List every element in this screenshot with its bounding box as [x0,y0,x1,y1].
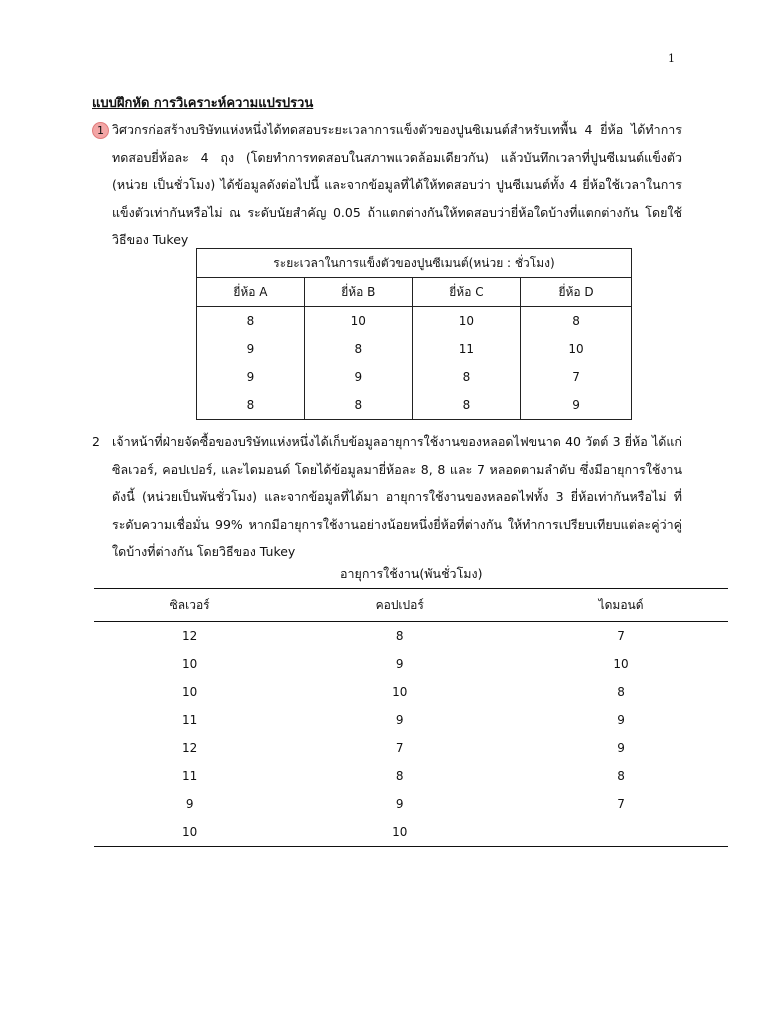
table-cell: 9 [197,363,305,391]
table-cell: 9 [197,335,305,363]
setting-time-table [196,248,632,420]
table-cell: 9 [617,713,625,727]
table-cell: 7 [521,363,632,391]
column-header: คอปเปอร์ [285,589,514,622]
column-header: ไดมอนด์ [514,589,728,622]
column-header: ซิลเวอร์ [94,589,285,622]
table-cell: 9 [304,363,412,391]
document-title: แบบฝึกหัด การวิเคราะห์ความแปรปรวน [92,96,314,111]
table-cell: 10 [182,685,198,699]
table-cell: 11 [412,335,520,363]
exercise-2-text: เจ้าหน้าที่ฝ่ายจัดซื้อของบริษัทแห่งหนึ่งได้เก็บข้อมูลอายุการใช้งานของหลอดไฟขนาด 40 วัตต์ 3 ยี่ห้อ ได้แก่ ซิลเวอร์, คอปเปอร์, และไดมอนด์ โดยได้ข้อมูลมายี่ห้อละ 8, 8 และ 7 หลอดตามลำดับ ซึ่งมีอายุการใช้งานดังนี้ (หน่วยเป็นพันชั่วโมง) และจากข้อมูลที่ได้มา อายุการใช้งานของหลอดไฟทั้ง 3 ยี่ห้อเท่ากันหรือไม่ ที่ระดับความเชื่อมั่น 99% หากมีอายุการใช้งานอย่างน้อยหนึ่งยี่ห้อที่ต่างกัน ให้ทำการเปรียบเทียบแต่ละคู่ว่าคู่ใดบ้างที่ต่างกัน โดยวิธีของ Tukey [112,434,682,559]
table-cell: 8 [412,391,520,420]
table-cell: 10 [285,818,514,847]
table-cell: 10 [392,685,408,699]
table-cell: 10 [412,307,520,336]
table-row [197,307,632,336]
column-header: ยี่ห้อ D [521,278,632,307]
table-row [94,818,728,847]
table-cell: 9 [395,797,404,811]
column-header: ยี่ห้อ B [304,278,412,307]
table-row [94,678,728,706]
table-cell: 9 [395,657,404,671]
table-cell: 10 [304,307,412,336]
table-cell: 11 [182,769,198,783]
table-cell: 7 [395,741,404,755]
table-cell: 9 [617,741,625,755]
table-cell: 8 [197,391,305,420]
exercise-2 [92,428,682,566]
table-cell: 11 [182,713,198,727]
table-cell: 12 [182,741,198,755]
table-cell [514,818,728,847]
table-cell: 8 [304,391,412,420]
table-cell: 8 [197,307,305,336]
table-cell: 8 [617,685,625,699]
page-number: 1 [668,52,675,65]
table-cell: 8 [521,307,632,336]
lifetime-table-caption: อายุการใช้งาน(พันชั่วโมง) [340,566,483,581]
table-row [197,363,632,391]
lifetime-header-row [94,589,728,622]
table-row [94,622,728,651]
table-cell: 9 [521,391,632,420]
lifetime-table [94,588,728,847]
table-cell: 10 [94,818,285,847]
table-row [94,790,728,818]
setting-time-header-row [197,278,632,307]
table-row [94,706,728,734]
highlighted-number-circle: 1 [92,122,109,139]
table-row [94,734,728,762]
table-cell: 8 [395,629,404,643]
setting-time-table-caption: ระยะเวลาในการแข็งตัวของปูนซีเมนต์(หน่วย : ชั่วโมง) [197,249,632,278]
table-cell: 9 [185,797,194,811]
table-cell: 9 [395,713,404,727]
table-row [94,762,728,790]
table-row [197,391,632,420]
exercise-1-number [92,116,110,144]
table-row [94,650,728,678]
exercise-2-number: 2 [92,434,100,449]
table-cell: 12 [182,629,198,643]
table-cell: 7 [617,629,625,643]
table-cell: 10 [613,657,629,671]
exercise-1-text: วิศวกรก่อสร้างบริษัทแห่งหนึ่งได้ทดสอบระยะเวลาการแข็งตัวของปูนซิเมนต์สำหรับเทพื้น 4 ยี่ห้อ ได้ทำการทดสอบยี่ห้อละ 4 ถุง (โดยทำการทดสอบในสภาพแวดล้อมเดียวกัน) แล้วบันทึกเวลาที่ปูนซีเมนต์แข็งตัว (หน่วย เป็นชั่วโมง) ได้ข้อมูลดังต่อไปนี้ และจากข้อมูลที่ได้ให้ทดสอบว่า ปูนซีเมนต์ทั้ง 4 ยี่ห้อใช้เวลาในการแข็งตัวเท่ากันหรือไม่ ณ ระดับนัยสำคัญ 0.05 ถ้าแตกต่างกันให้ทดสอบว่ายี่ห้อใดบ้างที่แตกต่างกัน โดยใช้วิธีของ Tukey [112,122,682,247]
table-cell: 8 [412,363,520,391]
table-cell: 7 [617,797,625,811]
column-header: ยี่ห้อ C [412,278,520,307]
column-header: ยี่ห้อ A [197,278,305,307]
table-row [197,335,632,363]
table-cell: 8 [395,769,404,783]
table-cell: 10 [521,335,632,363]
table-cell: 8 [304,335,412,363]
exercise-1 [92,116,682,254]
table-cell: 10 [182,657,198,671]
table-cell: 8 [617,769,625,783]
